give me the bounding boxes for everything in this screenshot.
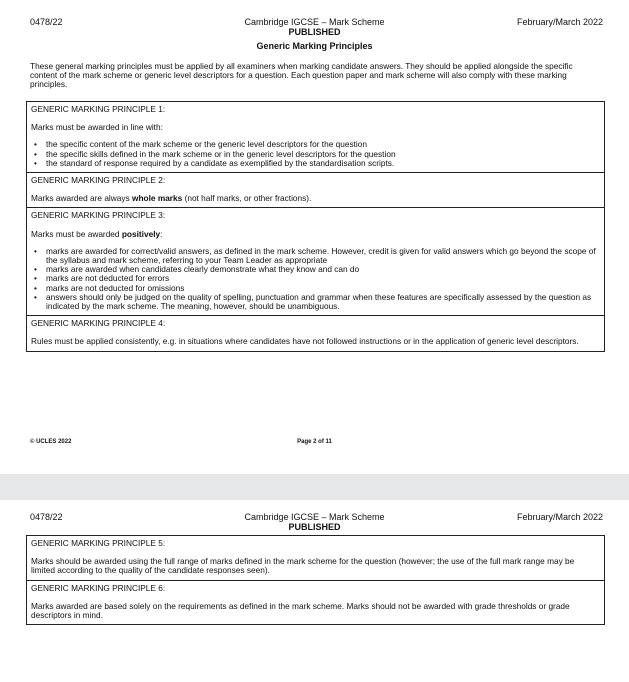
principle-title: GENERIC MARKING PRINCIPLE 2: (31, 175, 166, 186)
exam-session: February/March 2022 (516, 512, 603, 522)
list-item: • marks are not deducted for omissions (31, 284, 600, 293)
list-item: • the specific skills defined in the mark scheme or in the generic level descriptors for the question (31, 150, 600, 159)
principles-table (26, 101, 605, 352)
principle-text: Marks must be awarded positively: (31, 228, 163, 239)
mark-scheme-title: Cambridge IGCSE – Mark Scheme (244, 512, 385, 522)
syllabus-code: 0478/22 (30, 512, 63, 522)
principle-text: Marks must be awarded in line with: (31, 122, 163, 133)
list-item: • the specific content of the mark scheme or the generic level descriptors for the question (31, 140, 600, 149)
copyright-notice: © UCLES 2022 (30, 439, 72, 445)
principle-title: GENERIC MARKING PRINCIPLE 4: (31, 318, 166, 329)
principle-2 (27, 172, 604, 207)
principle-text: Marks awarded are always whole marks (not half marks, or other fractions). (31, 193, 312, 204)
principle-text: Marks should be awarded using the full range of marks defined in the mark scheme for the question (however; the use of the full mark range may be limited according to the quality of the candidate responses seen). (31, 556, 575, 576)
page-gap (0, 474, 629, 500)
page-number: Page 2 of 11 (297, 439, 332, 445)
bullet-list (31, 247, 600, 311)
section-heading: Generic Marking Principles (256, 41, 373, 51)
principle-title: GENERIC MARKING PRINCIPLE 3: (31, 210, 166, 221)
principle-text: Marks awarded are based solely on the requirements as defined in the mark scheme. Marks should not be awarded with grade thresholds or grade descriptors in mind. (31, 600, 570, 621)
published-label: PUBLISHED (288, 522, 341, 532)
principle-6 (27, 580, 604, 625)
intro-paragraph: These general marking principles must be applied by all examiners when marking candidate answers. They should be applied alongside the specific content of the mark scheme or generic level descriptors for a question. Each question paper and mark scheme will also comply with these marking principles. (30, 61, 573, 90)
exam-session: February/March 2022 (516, 17, 603, 27)
list-item: • answers should only be judged on the quality of spelling, punctuation and grammar when these features are specifically assessed by the question as indicated by the mark scheme. The meaning, however, should be unambiguous. (31, 293, 600, 311)
principles-table (26, 535, 605, 625)
principle-title: GENERIC MARKING PRINCIPLE 5: (31, 538, 166, 548)
list-item: • marks are awarded for correct/valid answers, as defined in the mark scheme. However, credit is given for valid answers which go beyond the scope of the syllabus and mark scheme, referring to your Team Leader as appropriate (31, 247, 600, 265)
principle-1 (27, 102, 604, 172)
emphasis: whole marks (132, 193, 183, 204)
principle-3 (27, 207, 604, 315)
principle-title: GENERIC MARKING PRINCIPLE 6: (31, 582, 166, 593)
principle-title: GENERIC MARKING PRINCIPLE 1: (31, 104, 166, 114)
mark-scheme-title: Cambridge IGCSE – Mark Scheme (244, 17, 385, 27)
principle-text: Rules must be applied consistently, e.g. in situations where candidates have not followed instructions or in the application of generic level descriptors. (31, 336, 579, 347)
bullet-list (31, 140, 600, 168)
syllabus-code: 0478/22 (30, 17, 63, 27)
list-item: • marks are awarded when candidates clearly demonstrate what they know and can do (31, 265, 600, 274)
list-item: • the standard of response required by a candidate as exemplified by the standardisation scripts. (31, 159, 600, 168)
list-item: • marks are not deducted for errors (31, 274, 600, 283)
document-page-2 (0, 500, 629, 682)
principle-5 (27, 536, 604, 580)
principle-4 (27, 315, 604, 350)
emphasis: positively (121, 228, 161, 239)
published-label: PUBLISHED (288, 27, 341, 37)
